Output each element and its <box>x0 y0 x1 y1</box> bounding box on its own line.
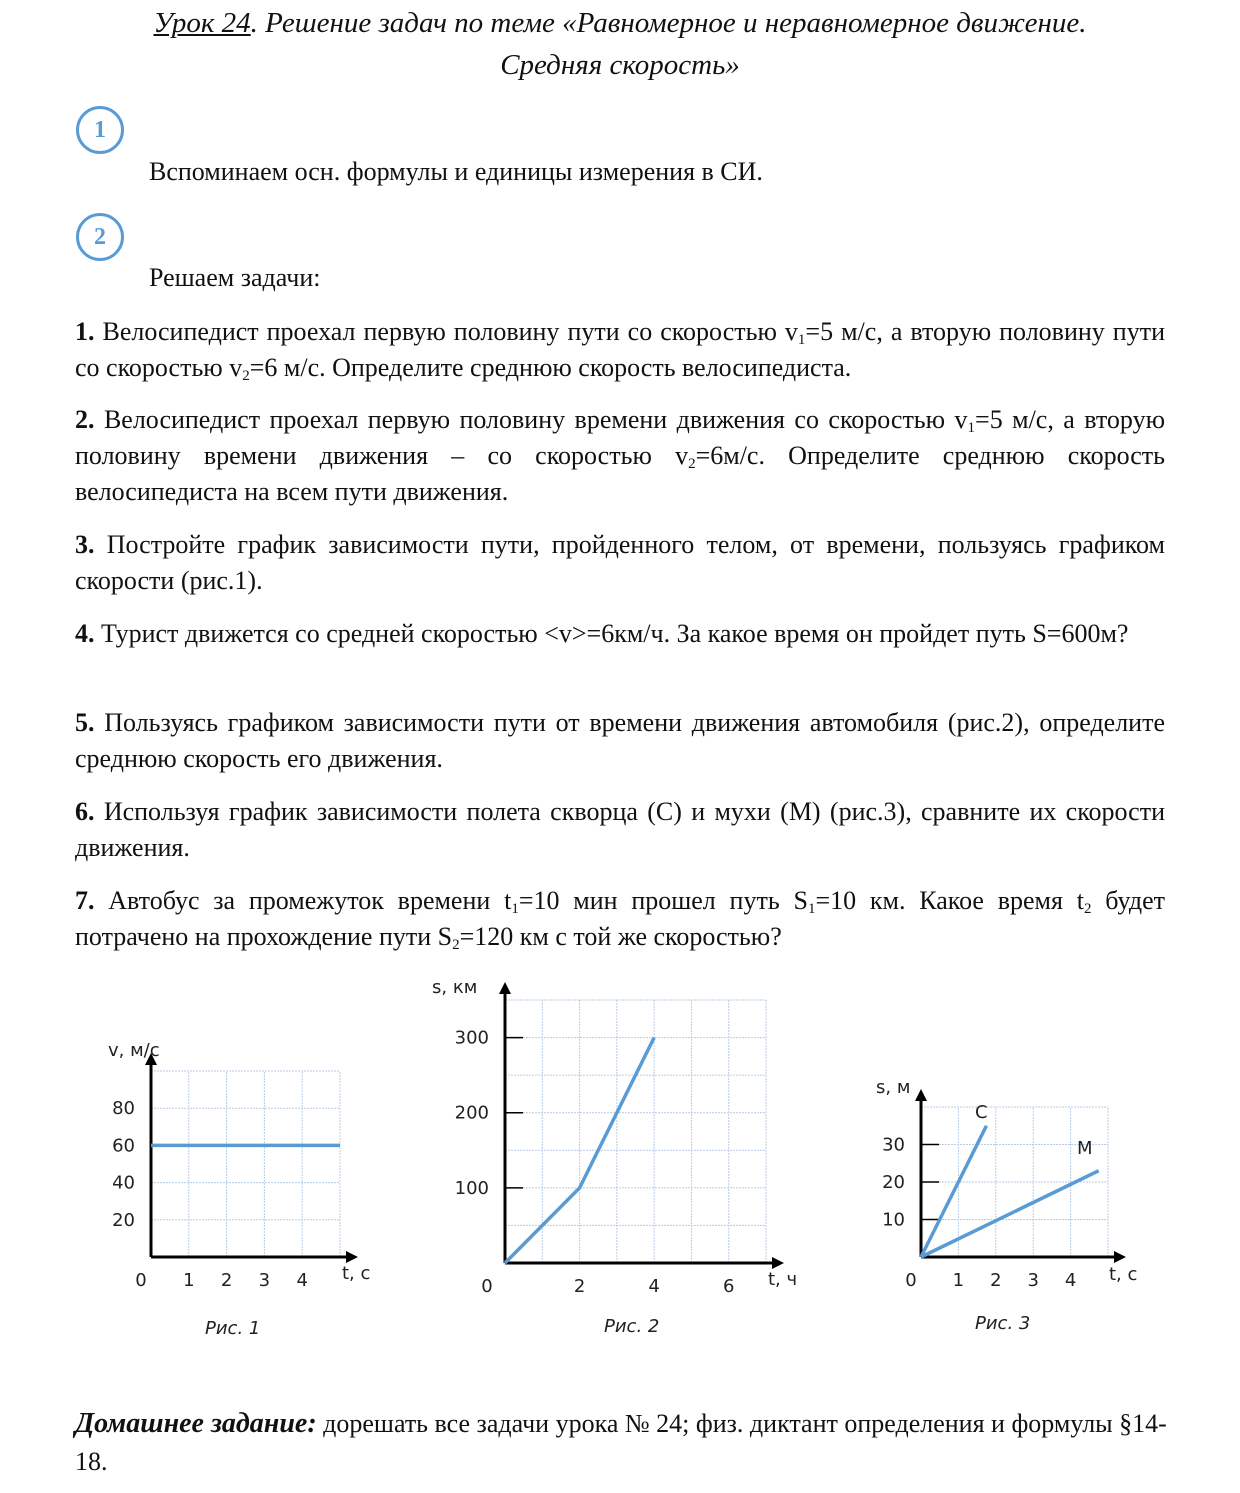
y-tick-label: 40 <box>112 1172 135 1194</box>
x-tick-label: 0 <box>905 1270 917 1291</box>
series-line <box>921 1171 1099 1257</box>
y-axis-arrow <box>915 1089 927 1101</box>
series-label: М <box>1077 1138 1093 1159</box>
homework-text: дорешать все задачи урока № 24; физ. диктант определения и формулы §14-18. <box>75 1409 1167 1476</box>
x-tick-label: 3 <box>258 1270 271 1291</box>
x-tick-label: 2 <box>573 1276 586 1297</box>
x-axis-label: t, ч <box>768 1269 798 1290</box>
x-axis-arrow <box>346 1251 358 1263</box>
problem-text: =120 км с той же скоростью? <box>459 922 782 951</box>
problem-text: Используя график зависимости полета скворца (С) и мухи (М) (рис.3), сравните их скорости движения. <box>75 797 1165 862</box>
homework <box>75 1405 1185 1481</box>
problem-text: =5 м/с, а вторую половину пути со скоростью v <box>75 317 1165 382</box>
y-tick-label: 60 <box>112 1135 135 1157</box>
x-tick-label: 6 <box>722 1276 735 1297</box>
x-axis-arrow <box>1114 1251 1126 1263</box>
figure-caption: Рис. 3 <box>975 1313 1031 1334</box>
x-tick-label: 2 <box>220 1270 233 1291</box>
problem-text: Велосипедист проехал первую половину времени движения со скоростью v <box>94 405 968 434</box>
problem-text: =10 мин прошел путь S <box>518 886 808 915</box>
x-tick-label: 1 <box>952 1270 965 1291</box>
step-2-text: Решаем задачи: <box>149 263 321 292</box>
x-axis-label: t, с <box>1109 1264 1138 1285</box>
figure-caption: Рис. 1 <box>205 1318 261 1339</box>
series-line <box>921 1126 986 1257</box>
subscript: 1 <box>807 901 816 917</box>
step-1-text: Вспоминаем осн. формулы и единицы измерения в СИ. <box>149 157 763 186</box>
problem-text: =6м/с. Определите среднюю скорость велосипедиста на всем пути движения. <box>75 441 1165 506</box>
y-tick-label: 200 <box>454 1102 489 1124</box>
y-tick-label: 300 <box>454 1027 489 1049</box>
problem-text: Постройте график зависимости пути, пройденного телом, от времени, пользуясь графиком скорости (рис.1). <box>75 530 1165 595</box>
title-line1: . Решение задач по теме «Равномерное и неравномерное движение. <box>250 7 1087 39</box>
subscript: 2 <box>242 368 250 384</box>
subscript: 1 <box>797 332 806 348</box>
y-tick-label: 10 <box>882 1209 905 1231</box>
y-tick-label: 20 <box>112 1209 135 1231</box>
x-tick-label: 4 <box>1064 1270 1077 1291</box>
problem-text: Турист движется со средней скоростью <v>=6км/ч. За какое время он пройдет путь S=600м? <box>94 619 1129 648</box>
subscript: 1 <box>511 901 519 917</box>
problem-number: 6. <box>75 797 95 826</box>
problem-text: Пользуясь графиком зависимости пути от времени движения автомобиля (рис.2), определите среднюю скорость его движения. <box>75 708 1165 773</box>
x-tick-label: 1 <box>183 1270 195 1291</box>
problem-number: 2. <box>75 405 95 434</box>
subscript: 1 <box>967 420 976 436</box>
figure-caption: Рис. 2 <box>604 1316 660 1337</box>
problem-text: =5 м/с, а вторую половину времени движения – со скоростью v <box>75 405 1165 470</box>
x-axis-arrow <box>772 1257 784 1269</box>
y-tick-label: 100 <box>454 1177 489 1199</box>
x-tick-label: 0 <box>481 1276 493 1297</box>
y-axis-label: v, м/с <box>108 1040 160 1061</box>
series-label: С <box>975 1102 988 1123</box>
y-axis-label: s, км <box>432 977 478 998</box>
y-axis-label: s, м <box>876 1077 911 1098</box>
homework-label: Домашнее задание: <box>75 1408 317 1439</box>
y-tick-label: 80 <box>112 1098 135 1120</box>
x-tick-label: 2 <box>990 1270 1002 1291</box>
subscript: 2 <box>1083 901 1092 917</box>
problem-text: =10 км. Какое время t <box>815 886 1084 915</box>
problem-number: 5. <box>75 708 95 737</box>
problem-number: 7. <box>75 886 95 915</box>
title-line2: Средняя скорость» <box>500 49 740 81</box>
x-tick-label: 4 <box>648 1276 660 1297</box>
lesson-number: Урок 24 <box>153 7 251 39</box>
y-tick-label: 30 <box>882 1134 905 1156</box>
x-tick-label: 0 <box>135 1270 147 1291</box>
problem-number: 3. <box>75 530 95 559</box>
problem-text: Велосипедист проехал первую половину пути со скоростью v <box>94 317 798 346</box>
step-2-badge: 2 <box>76 213 124 261</box>
y-tick-label: 20 <box>882 1172 905 1193</box>
problem-number: 4. <box>75 619 95 648</box>
problem-text: =6 м/с. Определите среднюю скорость велосипедиста. <box>249 353 852 382</box>
x-tick-label: 3 <box>1027 1270 1039 1291</box>
subscript: 2 <box>688 456 696 472</box>
x-axis-label: t, с <box>342 1263 371 1284</box>
problem-text: Автобус за промежуток времени t <box>94 886 512 915</box>
x-tick-label: 4 <box>296 1270 308 1291</box>
subscript: 2 <box>452 937 460 953</box>
problem-text: будет потрачено на прохождение пути S <box>75 886 1165 951</box>
step-1-badge: 1 <box>76 106 124 154</box>
y-axis-arrow <box>499 982 511 994</box>
problem-number: 1. <box>75 317 95 346</box>
